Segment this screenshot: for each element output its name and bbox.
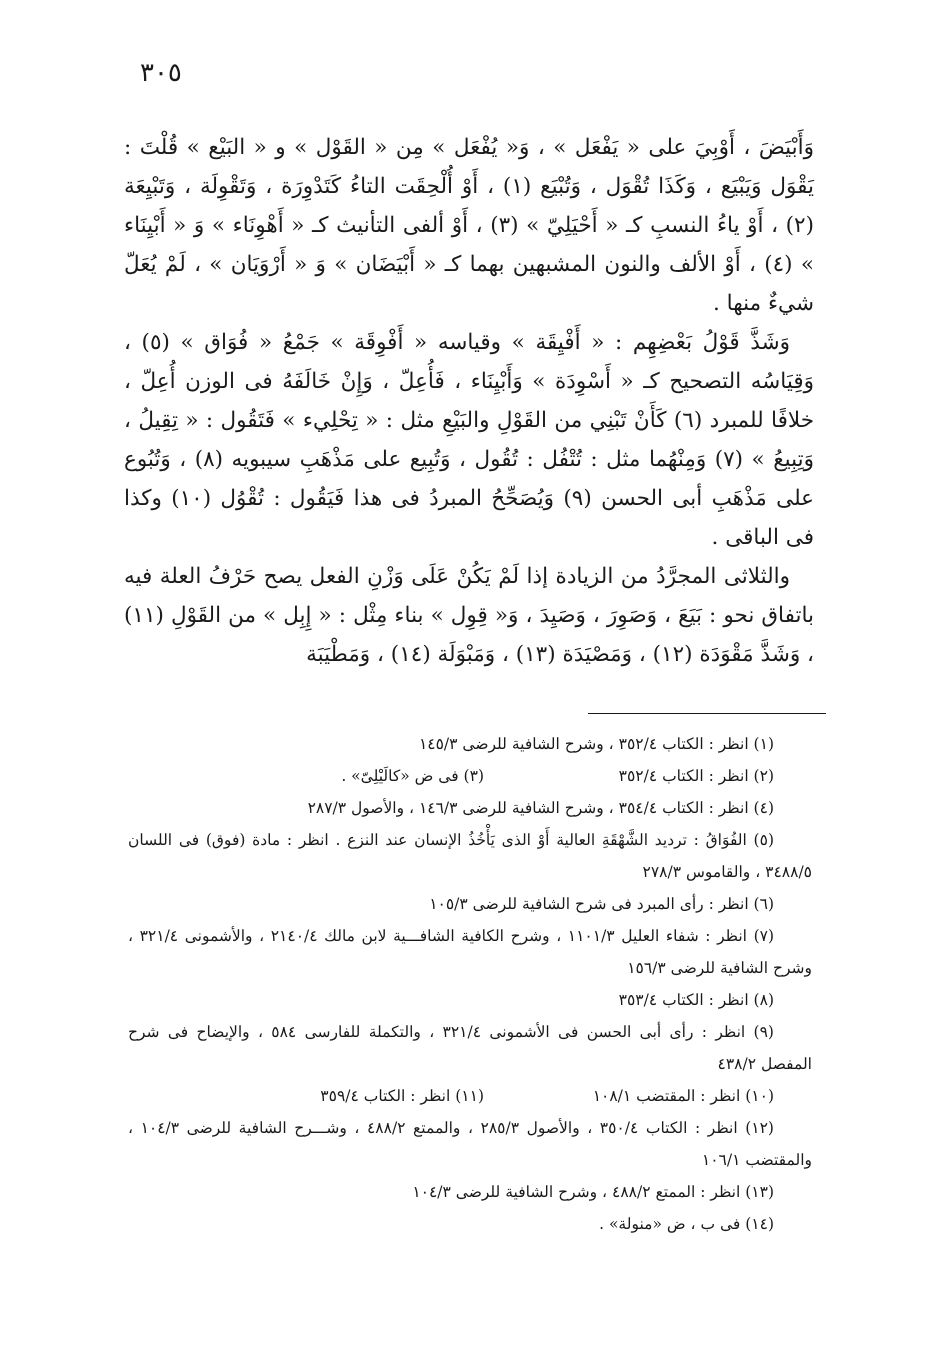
page-number: ٣٠٥ [140,58,182,88]
body-text [124,128,814,674]
footnote: (٤) انظر : الكتاب ٣٥٤/٤ ، وشرح الشافية للرضى ١٤٦/٣ ، والأصول ٢٨٧/٣ [307,799,774,817]
footnote: (١١) انظر : الكتاب ٣٥٩/٤ [320,1087,484,1105]
footnote: (١) انظر : الكتاب ٣٥٢/٤ ، وشرح الشافية للرضى ١٤٥/٣ [418,735,774,753]
footnote: (٩) انظر : رأى أبى الحسن فى الأشمونى ٣٢١/٤ ، والتكملة للفارسى ٥٨٤ ، والإيضاح فى شرح المفصل ٤٣٨/٢ [128,1023,812,1073]
footnote: (١٢) انظر : الكتاب ٣٥٠/٤ ، والأصول ٢٨٥/٣ ، والممتع ٤٨٨/٢ ، وشـــرح الشافية للرضى ١٠٤/٣ ، والمقتضب ١٠٦/١ [128,1119,812,1169]
footnotes [128,728,812,1240]
footnote: (٣) فى ض «كالَيْلِىّ» . [341,767,484,785]
footnote: (١٣) انظر : الممتع ٤٨٨/٢ ، وشرح الشافية للرضى ١٠٤/٣ [412,1183,774,1201]
footnote: (٦) انظر : رأى المبرد فى شرح الشافية للرضى ١٠٥/٣ [429,895,774,913]
paragraph: وَأَبْيَضَ ، أَوْبِيَ على « يَفْعَل » ، وَ« يُفْعَل » مِن « القَوْل » و « البَيْع » قُلْتَ : يَقْوَل وَيَبْيَع ، وَكَذَا تُقْوَل ، وَتُبْيَع (١) ، أَوْ أُلْحِقَت التاءُ كَتَدْوِرَة ، وَتَقْوِلَة ، وَتَبْيِعَة (٢) ، أَوْ ياءُ النسبِ كـ « أَحْيَلِيّ » (٣) ، أَوْ ألفى التأنيث كـ « أَهْوِنَاء » وَ « أَبْيِنَاء » (٤) ، أَوْ الألف والنون المشبهين بهما كـ « أَبْيَضَان » وَ « أَرْوَيَان » ، لَمْ يُعَلّ شيءٌ منها . [124,135,814,316]
footnote-row [128,760,812,792]
paragraph: والثلاثى المجرَّدُ من الزيادة إذا لَمْ يَكُنْ عَلَى وَزْنِ الفعل يصح حَرْفُ العلة فيه باتفاق نحو : بَيَعَ ، وَصَوِرَ ، وَصَيِدَ ، وَ« قِوِل » بناء مِثْل : « إِبِل » من القَوْلِ (١١) ، وَشَذَّ مَقْوَدَة (١٢) ، وَمَصْيَدَة (١٣) ، وَمَبْوَلَة (١٤) ، وَمَطْيَبَة [124,564,814,667]
footnote: (٧) انظر : شفاء العليل ١١٠١/٣ ، وشرح الكافية الشافـــية لابن مالك ٢١٤٠/٤ ، والأشمونى ٣٢١/٤ ، وشرح الشافية للرضى ١٥٦/٣ [128,927,812,977]
footnote: (١٤) فى ب ، ض «منولة» . [599,1215,774,1233]
footnote-divider [588,713,826,714]
footnote: (٨) انظر : الكتاب ٣٥٣/٤ [618,991,774,1009]
footnote: (٢) انظر : الكتاب ٣٥٢/٤ [618,767,774,785]
footnote: (١٠) انظر : المقتضب ١٠٨/١ [592,1087,774,1105]
paragraph: وَشَذَّ قَوْلُ بَعْضِهِم : « أَفْيِقَة » وقياسه « أَفْوِقَة » جَمْعُ « فُوَاق » (٥) ، وَقِيَاسُه التصحيح كـ « أَسْوِدَة » وَأَبْيِنَاء ، فَأُعِلّ ، وَإِنْ خَالَفَهُ فى الوزن أُعِلّ ، خلافًا للمبرد (٦) كَأَنْ تَبْنِي من القَوْلِ والبَيْعِ مثل : « تِحْلِيء » فَتَقُول : « تِقِيلُ ، وَتِبِيعُ » (٧) وَمِنْهُما مثل : تُتْفُل : تُقُول ، وَتُبِيع على مَذْهَبِ سيبويه (٨) ، وَتُبُوع على مَذْهَبِ أبى الحسن (٩) وَيُصَحِّحُ المبردُ فى هذا فَيَقُول : تُقْوُل (١٠) وكذا فى الباقى . [124,330,815,550]
footnote-row [128,1080,812,1112]
footnote: (٥) الفُوَاقُ : ترديد الشَّهْقَةِ العالية أَوْ الذى يَأْخُذُ الإنسان عند النزع . انظر : مادة (فوق) فى اللسان ٣٤٨٨/٥ ، والقاموس ٢٧٨/٣ [128,831,812,881]
